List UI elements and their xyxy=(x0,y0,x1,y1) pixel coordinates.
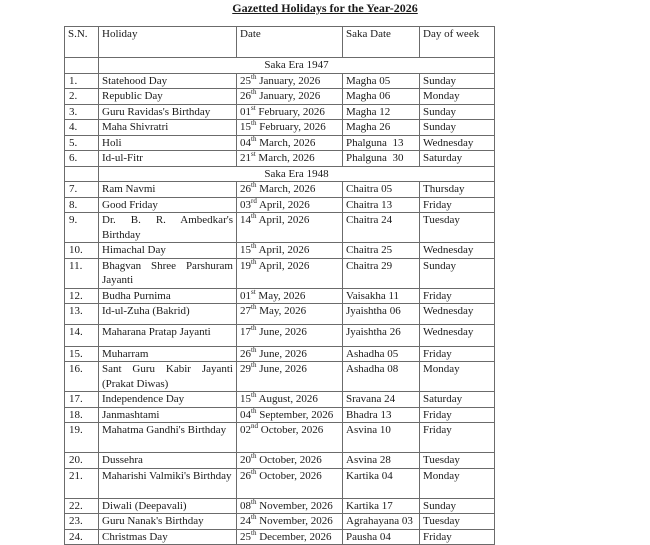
cell-holiday: Statehood Day xyxy=(99,73,237,89)
header-day-of-week: Day of week xyxy=(420,27,495,58)
date-rest: October, 2026 xyxy=(256,454,322,467)
date-day: 17 xyxy=(240,326,251,339)
date-day: 26 xyxy=(240,90,251,102)
cell-holiday: Budha Purnima xyxy=(99,288,237,304)
cell-holiday: Sant Guru Kabir Jayanti (Prakat Diwas) xyxy=(99,362,237,392)
cell-date xyxy=(237,346,343,362)
header-holiday: Holiday xyxy=(99,27,237,58)
date-day: 08 xyxy=(240,499,251,512)
cell-sn: 17. xyxy=(65,392,99,408)
cell-date xyxy=(237,213,343,243)
cell-holiday: Maha Shivratri xyxy=(99,120,237,136)
date-rest: June, 2026 xyxy=(256,347,307,360)
date-rest: April, 2026 xyxy=(256,244,310,256)
date-ordinal: st xyxy=(251,287,256,296)
date-ordinal: st xyxy=(251,103,256,112)
cell-date xyxy=(237,151,343,167)
table-row xyxy=(65,258,495,288)
date-ordinal: th xyxy=(251,513,257,522)
cell-sn: 9. xyxy=(65,213,99,243)
date-day: 26 xyxy=(240,183,251,195)
date-rest: October, 2026 xyxy=(258,424,324,437)
date-rest: October, 2026 xyxy=(256,469,322,482)
era-label: Saka Era 1948 xyxy=(99,166,495,182)
cell-sn: 2. xyxy=(65,89,99,105)
date-ordinal: th xyxy=(251,134,257,143)
date-ordinal: th xyxy=(251,361,257,370)
date-day: 25 xyxy=(240,74,251,87)
table-body xyxy=(65,58,495,545)
table-row xyxy=(65,135,495,151)
cell-sn: 8. xyxy=(65,197,99,213)
cell-sn: 21. xyxy=(65,468,99,498)
cell-sn: 1. xyxy=(65,73,99,89)
cell-holiday: Maharishi Valmiki's Birthday xyxy=(99,468,237,498)
date-ordinal: th xyxy=(251,88,257,96)
cell-date xyxy=(237,135,343,151)
cell-holiday: Dussehra xyxy=(99,453,237,469)
table-row xyxy=(65,151,495,167)
cell-holiday: Id-ul-Zuha (Bakrid) xyxy=(99,304,237,325)
date-rest: September, 2026 xyxy=(256,408,334,421)
cell-holiday: Himachal Day xyxy=(99,243,237,259)
cell-sn: 19. xyxy=(65,423,99,453)
cell-day-of-week: Saturday xyxy=(420,151,495,167)
cell-saka-date: Agrahayana 03 xyxy=(343,514,420,530)
date-rest: May, 2026 xyxy=(256,305,307,317)
cell-date xyxy=(237,182,343,198)
cell-date xyxy=(237,392,343,408)
cell-saka-date: Chaitra 24 xyxy=(343,213,420,243)
cell-holiday: Id-ul-Fitr xyxy=(99,151,237,167)
cell-day-of-week: Thursday xyxy=(420,182,495,198)
table-row xyxy=(65,453,495,469)
cell-sn: 3. xyxy=(65,104,99,120)
table-row xyxy=(65,325,495,346)
cell-date xyxy=(237,258,343,288)
cell-date xyxy=(237,407,343,423)
table-row xyxy=(65,346,495,362)
cell-date xyxy=(237,304,343,325)
cell-day-of-week: Wednesday xyxy=(420,304,495,325)
cell-holiday: Republic Day xyxy=(99,89,237,105)
era-label: Saka Era 1947 xyxy=(99,58,495,74)
cell-date xyxy=(237,362,343,392)
cell-day-of-week: Wednesday xyxy=(420,243,495,259)
date-day: 26 xyxy=(240,469,251,482)
date-ordinal: nd xyxy=(251,422,258,431)
cell-sn: 24. xyxy=(65,529,99,545)
cell-saka-date: Jyaishtha 06 xyxy=(343,304,420,325)
cell-saka-date: Chaitra 05 xyxy=(343,182,420,198)
cell-day-of-week: Friday xyxy=(420,197,495,213)
table-row xyxy=(65,104,495,120)
cell-saka-date: Kartika 04 xyxy=(343,468,420,498)
table-row xyxy=(65,73,495,89)
cell-day-of-week: Friday xyxy=(420,423,495,453)
date-ordinal: th xyxy=(251,257,257,266)
cell-saka-date: Magha 12 xyxy=(343,104,420,120)
cell-day-of-week: Tuesday xyxy=(420,453,495,469)
cell-sn: 10. xyxy=(65,243,99,259)
cell-day-of-week: Tuesday xyxy=(420,213,495,243)
cell-saka-date: Chaitra 25 xyxy=(343,243,420,259)
date-day: 04 xyxy=(240,408,251,421)
cell-holiday: Good Friday xyxy=(99,197,237,213)
cell-saka-date: Bhadra 13 xyxy=(343,407,420,423)
date-ordinal: th xyxy=(251,528,257,537)
date-rest: May, 2026 xyxy=(255,289,306,302)
cell-saka-date: Asvina 10 xyxy=(343,423,420,453)
date-rest: April, 2026 xyxy=(256,259,310,272)
cell-sn: 7. xyxy=(65,182,99,198)
cell-day-of-week: Sunday xyxy=(420,104,495,120)
date-ordinal: th xyxy=(251,452,257,461)
cell-date xyxy=(237,453,343,469)
date-ordinal: th xyxy=(251,242,257,250)
date-rest: January, 2026 xyxy=(256,90,321,102)
date-rest: August, 2026 xyxy=(256,393,318,406)
cell-date xyxy=(237,288,343,304)
cell-day-of-week: Friday xyxy=(420,288,495,304)
table-row xyxy=(65,182,495,198)
cell-holiday: Mahatma Gandhi's Birthday xyxy=(99,423,237,453)
cell-date xyxy=(237,104,343,120)
date-day: 27 xyxy=(240,305,251,317)
table-row xyxy=(65,243,495,259)
cell-date xyxy=(237,325,343,346)
date-day: 04 xyxy=(240,136,251,149)
date-ordinal: th xyxy=(251,467,257,476)
cell-saka-date: Ashadha 08 xyxy=(343,362,420,392)
cell-holiday: Bhagvan Shree Parshuram Jayanti xyxy=(99,258,237,288)
date-rest: November, 2026 xyxy=(256,515,333,528)
date-rest: June, 2026 xyxy=(256,363,307,376)
cell-saka-date: Magha 05 xyxy=(343,73,420,89)
cell-sn: 14. xyxy=(65,325,99,346)
cell-holiday: Guru Nanak's Birthday xyxy=(99,514,237,530)
table-row xyxy=(65,514,495,530)
date-day: 24 xyxy=(240,515,251,528)
cell-saka-date: Phalguna 13 xyxy=(343,135,420,151)
cell-sn: 18. xyxy=(65,407,99,423)
table-row xyxy=(65,423,495,453)
date-rest: April, 2026 xyxy=(256,214,310,226)
date-day: 29 xyxy=(240,363,251,376)
table-row xyxy=(65,120,495,136)
header-saka-date: Saka Date xyxy=(343,27,420,58)
page-title: Gazetted Holidays for the Year-2026 xyxy=(232,1,418,15)
cell-saka-date: Asvina 28 xyxy=(343,453,420,469)
cell-date xyxy=(237,243,343,259)
date-rest: March, 2026 xyxy=(256,136,316,149)
date-rest: February, 2026 xyxy=(255,105,325,118)
date-rest: June, 2026 xyxy=(256,326,307,339)
cell-date xyxy=(237,498,343,514)
cell-date xyxy=(237,120,343,136)
cell-day-of-week: Monday xyxy=(420,89,495,105)
era-row xyxy=(65,166,495,182)
table-row xyxy=(65,213,495,243)
table-row xyxy=(65,89,495,105)
date-day: 03 xyxy=(240,198,251,211)
cell-day-of-week: Friday xyxy=(420,529,495,545)
cell-sn: 20. xyxy=(65,453,99,469)
cell-sn: 13. xyxy=(65,304,99,325)
cell-sn: 23. xyxy=(65,514,99,530)
date-day: 01 xyxy=(240,105,251,118)
date-day: 19 xyxy=(240,259,251,272)
cell-sn: 15. xyxy=(65,346,99,362)
cell-day-of-week: Sunday xyxy=(420,258,495,288)
cell-saka-date: Pausha 04 xyxy=(343,529,420,545)
date-ordinal: th xyxy=(251,406,257,415)
date-ordinal: rd xyxy=(251,196,257,205)
cell-saka-date: Ashadha 05 xyxy=(343,346,420,362)
cell-day-of-week: Sunday xyxy=(420,73,495,89)
date-rest: December, 2026 xyxy=(256,530,332,543)
date-ordinal: th xyxy=(251,497,257,506)
table-header-row xyxy=(65,27,495,58)
cell-sn: 16. xyxy=(65,362,99,392)
cell-holiday: Guru Ravidas's Birthday xyxy=(99,104,237,120)
cell-day-of-week: Wednesday xyxy=(420,325,495,346)
cell-day-of-week: Monday xyxy=(420,468,495,498)
cell-holiday: Independence Day xyxy=(99,392,237,408)
date-day: 01 xyxy=(240,289,251,302)
cell-sn: 12. xyxy=(65,288,99,304)
cell-holiday: Ram Navmi xyxy=(99,182,237,198)
date-ordinal: st xyxy=(251,150,256,158)
cell-saka-date: Chaitra 13 xyxy=(343,197,420,213)
cell-date xyxy=(237,197,343,213)
date-day: 15 xyxy=(240,121,251,133)
cell-date xyxy=(237,73,343,89)
cell-date xyxy=(237,423,343,453)
table-row xyxy=(65,362,495,392)
cell-saka-date: Kartika 17 xyxy=(343,498,420,514)
cell-sn: 6. xyxy=(65,151,99,167)
date-ordinal: th xyxy=(251,119,257,127)
cell-saka-date: Sravana 24 xyxy=(343,392,420,408)
cell-saka-date: Phalguna 30 xyxy=(343,151,420,167)
table-row xyxy=(65,468,495,498)
cell-saka-date: Magha 26 xyxy=(343,120,420,136)
holidays-table xyxy=(64,26,495,545)
table-row xyxy=(65,392,495,408)
cell-holiday: Maharana Pratap Jayanti xyxy=(99,325,237,346)
date-rest: January, 2026 xyxy=(256,74,321,87)
date-rest: April, 2026 xyxy=(256,198,310,211)
cell-day-of-week: Tuesday xyxy=(420,514,495,530)
cell-sn: 22. xyxy=(65,498,99,514)
date-day: 20 xyxy=(240,454,251,467)
cell-day-of-week: Friday xyxy=(420,346,495,362)
cell-saka-date: Jyaishtha 26 xyxy=(343,325,420,346)
cell-day-of-week: Sunday xyxy=(420,498,495,514)
date-rest: March, 2026 xyxy=(256,183,316,195)
cell-sn: 5. xyxy=(65,135,99,151)
date-ordinal: th xyxy=(251,181,257,189)
cell-holiday: Christmas Day xyxy=(99,529,237,545)
date-ordinal: th xyxy=(251,72,257,81)
cell-saka-date: Magha 06 xyxy=(343,89,420,105)
cell-date xyxy=(237,529,343,545)
cell-date xyxy=(237,468,343,498)
cell-day-of-week: Sunday xyxy=(420,120,495,136)
date-ordinal: th xyxy=(251,212,257,220)
header-date: Date xyxy=(237,27,343,58)
date-ordinal: th xyxy=(251,324,257,333)
date-rest: March, 2026 xyxy=(255,152,315,164)
header-sn: S.N. xyxy=(65,27,99,58)
cell-sn: 4. xyxy=(65,120,99,136)
table-row xyxy=(65,197,495,213)
era-row xyxy=(65,58,495,74)
table-row xyxy=(65,407,495,423)
cell-day-of-week: Friday xyxy=(420,407,495,423)
date-day: 14 xyxy=(240,214,251,226)
date-day: 21 xyxy=(240,152,251,164)
cell-day-of-week: Monday xyxy=(420,362,495,392)
table-row xyxy=(65,498,495,514)
date-ordinal: th xyxy=(251,303,257,311)
date-day: 15 xyxy=(240,393,251,406)
date-day: 15 xyxy=(240,244,251,256)
cell-saka-date: Vaisakha 11 xyxy=(343,288,420,304)
cell-holiday: Holi xyxy=(99,135,237,151)
cell-date xyxy=(237,89,343,105)
cell-holiday: Muharram xyxy=(99,346,237,362)
cell-day-of-week: Saturday xyxy=(420,392,495,408)
date-day: 02 xyxy=(240,424,251,437)
date-ordinal: th xyxy=(251,391,257,400)
cell-holiday: Dr. B. R. Ambedkar's Birthday xyxy=(99,213,237,243)
table-row xyxy=(65,288,495,304)
date-day: 26 xyxy=(240,347,251,360)
date-rest: February, 2026 xyxy=(256,121,326,133)
date-rest: November, 2026 xyxy=(256,499,333,512)
cell-saka-date: Chaitra 29 xyxy=(343,258,420,288)
cell-holiday: Janmashtami xyxy=(99,407,237,423)
date-ordinal: th xyxy=(251,345,257,354)
cell-sn: 11. xyxy=(65,258,99,288)
cell-holiday: Diwali (Deepavali) xyxy=(99,498,237,514)
cell-day-of-week: Wednesday xyxy=(420,135,495,151)
cell-date xyxy=(237,514,343,530)
table-row xyxy=(65,529,495,545)
date-day: 25 xyxy=(240,530,251,543)
table-row xyxy=(65,304,495,325)
